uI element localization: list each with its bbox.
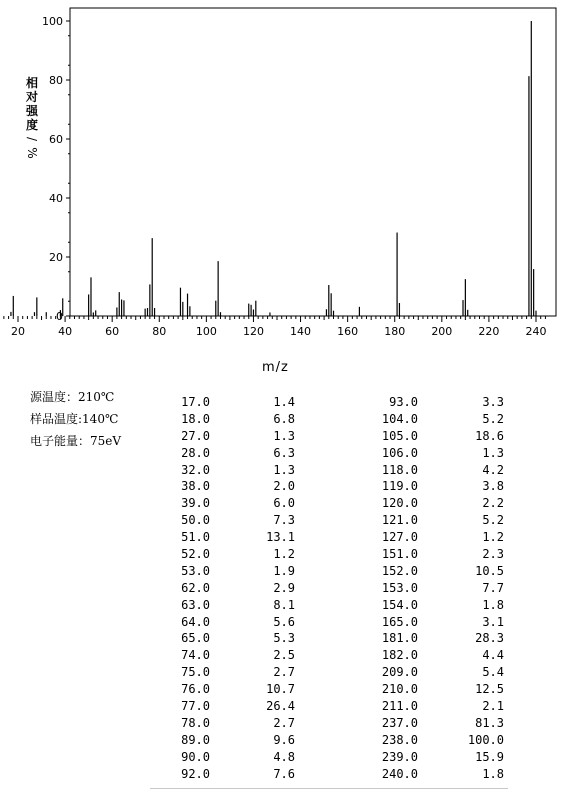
y-axis-label-char: / <box>25 136 39 142</box>
peak-table <box>150 394 535 782</box>
intensity-cell: 15.9 <box>475 749 504 764</box>
mz-cell: 182.0 <box>381 648 418 663</box>
intensity-cell: 1.3 <box>482 445 504 460</box>
y-tick-label: 0 <box>56 310 63 323</box>
mz-cell: 210.0 <box>381 682 418 697</box>
table-row <box>150 749 535 766</box>
table-row <box>150 495 535 512</box>
table-row <box>150 462 535 479</box>
y-axis-label-char: 强 <box>25 104 38 118</box>
x-tick-label: 220 <box>478 325 500 338</box>
mz-cell: 127.0 <box>381 530 418 545</box>
intensity-cell: 3.1 <box>482 614 504 629</box>
intensity-cell: 5.6 <box>273 614 295 629</box>
table-row <box>150 478 535 495</box>
y-axis-label-char: 度 <box>25 118 38 132</box>
x-tick-label: 100 <box>195 325 217 338</box>
electron-energy: 电子能量：75eV <box>30 434 122 448</box>
x-tick-label: 140 <box>290 325 312 338</box>
intensity-cell: 1.3 <box>273 428 295 443</box>
intensity-cell: 10.5 <box>475 563 504 578</box>
y-axis-label-char: % <box>25 147 39 159</box>
intensity-cell: 4.2 <box>482 462 504 477</box>
table-row <box>150 580 535 597</box>
mz-cell: 65.0 <box>181 631 210 646</box>
intensity-cell: 7.7 <box>482 580 504 595</box>
intensity-cell: 6.8 <box>273 411 295 426</box>
mz-cell: 39.0 <box>181 496 210 511</box>
mz-cell: 106.0 <box>381 445 418 460</box>
mz-cell: 32.0 <box>181 462 210 477</box>
intensity-cell: 100.0 <box>467 732 504 747</box>
mz-cell: 92.0 <box>181 766 210 781</box>
mz-cell: 18.0 <box>181 411 210 426</box>
intensity-cell: 1.2 <box>482 530 504 545</box>
intensity-cell: 2.2 <box>482 496 504 511</box>
intensity-cell: 2.7 <box>273 715 295 730</box>
conditions-panel <box>30 386 121 452</box>
mz-cell: 209.0 <box>381 665 418 680</box>
mz-cell: 121.0 <box>381 513 418 528</box>
mz-cell: 27.0 <box>181 428 210 443</box>
intensity-cell: 2.5 <box>273 648 295 663</box>
intensity-cell: 2.0 <box>273 479 295 494</box>
x-tick-label: 40 <box>58 325 73 338</box>
mass-spectrum-chart <box>0 0 570 345</box>
mz-cell: 154.0 <box>381 597 418 612</box>
y-tick-label: 80 <box>49 74 63 87</box>
mz-cell: 76.0 <box>181 682 210 697</box>
mz-cell: 211.0 <box>381 699 418 714</box>
intensity-cell: 7.6 <box>273 766 295 781</box>
table-row <box>150 445 535 462</box>
table-row <box>150 512 535 529</box>
intensity-cell: 1.3 <box>273 462 295 477</box>
intensity-cell: 26.4 <box>266 699 295 714</box>
intensity-cell: 2.1 <box>482 699 504 714</box>
intensity-cell: 6.0 <box>273 496 295 511</box>
intensity-cell: 5.2 <box>482 411 504 426</box>
mz-cell: 165.0 <box>381 614 418 629</box>
mz-cell: 50.0 <box>181 513 210 528</box>
mz-cell: 53.0 <box>181 563 210 578</box>
intensity-cell: 1.8 <box>482 766 504 781</box>
intensity-cell: 2.9 <box>273 580 295 595</box>
intensity-cell: 12.5 <box>475 682 504 697</box>
x-tick-label: 200 <box>431 325 453 338</box>
y-tick-label: 60 <box>49 133 63 146</box>
intensity-cell: 5.2 <box>482 513 504 528</box>
mz-cell: 90.0 <box>181 749 210 764</box>
mz-cell: 238.0 <box>381 732 418 747</box>
intensity-cell: 4.8 <box>273 749 295 764</box>
mz-cell: 74.0 <box>181 648 210 663</box>
y-tick-label: 20 <box>49 251 63 264</box>
intensity-cell: 81.3 <box>475 715 504 730</box>
intensity-cell: 4.4 <box>482 648 504 663</box>
table-row <box>150 664 535 681</box>
mz-cell: 64.0 <box>181 614 210 629</box>
mz-cell: 17.0 <box>181 395 210 409</box>
table-row <box>150 614 535 631</box>
intensity-cell: 13.1 <box>266 530 295 545</box>
y-axis-label <box>24 76 40 160</box>
x-axis-label: m/z <box>262 360 289 375</box>
mz-cell: 153.0 <box>381 580 418 595</box>
table-row <box>150 681 535 698</box>
mz-cell: 38.0 <box>181 479 210 494</box>
x-tick-label: 160 <box>337 325 359 338</box>
table-row <box>150 546 535 563</box>
intensity-cell: 8.1 <box>273 597 295 612</box>
mz-cell: 89.0 <box>181 732 210 747</box>
mz-cell: 152.0 <box>381 563 418 578</box>
mz-cell: 77.0 <box>181 699 210 714</box>
table-row <box>150 428 535 445</box>
mz-cell: 28.0 <box>181 445 210 460</box>
x-tick-label: 80 <box>152 325 167 338</box>
plot-frame <box>70 8 556 316</box>
table-row <box>150 529 535 546</box>
sample-temperature: 样品温度:140℃ <box>30 412 119 426</box>
table-row <box>150 715 535 732</box>
x-tick-label: 60 <box>105 325 120 338</box>
source-temperature: 源温度：210℃ <box>30 390 115 404</box>
x-tick-label: 180 <box>384 325 406 338</box>
table-row <box>150 563 535 580</box>
intensity-cell: 28.3 <box>475 631 504 646</box>
table-row <box>150 647 535 664</box>
intensity-cell: 7.3 <box>273 513 295 528</box>
intensity-cell: 2.3 <box>482 547 504 562</box>
intensity-cell: 1.9 <box>273 563 295 578</box>
mz-cell: 239.0 <box>381 749 418 764</box>
intensity-cell: 1.8 <box>482 597 504 612</box>
mz-cell: 237.0 <box>381 715 418 730</box>
intensity-cell: 9.6 <box>273 732 295 747</box>
mz-cell: 119.0 <box>381 479 418 494</box>
intensity-cell: 5.3 <box>273 631 295 646</box>
y-tick-label: 100 <box>42 15 63 28</box>
intensity-cell: 6.3 <box>273 445 295 460</box>
intensity-cell: 3.3 <box>482 395 504 409</box>
x-tick-label: 240 <box>525 325 547 338</box>
table-row <box>150 630 535 647</box>
table-bottom-divider <box>150 788 508 789</box>
intensity-cell: 3.8 <box>482 479 504 494</box>
intensity-cell: 5.4 <box>482 665 504 680</box>
x-tick-label: 20 <box>11 325 25 338</box>
mz-cell: 51.0 <box>181 530 210 545</box>
mz-cell: 78.0 <box>181 715 210 730</box>
table-row <box>150 394 535 411</box>
x-tick-label: 120 <box>242 325 264 338</box>
table-row <box>150 411 535 428</box>
mz-cell: 52.0 <box>181 547 210 562</box>
y-tick-label: 40 <box>49 192 63 205</box>
intensity-cell: 18.6 <box>475 428 504 443</box>
mz-cell: 75.0 <box>181 665 210 680</box>
y-axis-label-char: 相 <box>25 76 38 90</box>
intensity-cell: 2.7 <box>273 665 295 680</box>
mz-cell: 93.0 <box>389 395 418 409</box>
mz-cell: 120.0 <box>381 496 418 511</box>
mz-cell: 181.0 <box>381 631 418 646</box>
mz-cell: 62.0 <box>181 580 210 595</box>
table-row <box>150 766 535 783</box>
mz-cell: 118.0 <box>381 462 418 477</box>
table-row <box>150 597 535 614</box>
y-axis-label-char: 对 <box>25 90 38 104</box>
table-row <box>150 698 535 715</box>
intensity-cell: 1.2 <box>273 547 295 562</box>
intensity-cell: 1.4 <box>273 395 295 409</box>
mz-cell: 240.0 <box>381 766 418 781</box>
mz-cell: 151.0 <box>381 547 418 562</box>
mz-cell: 104.0 <box>381 411 418 426</box>
table-row <box>150 732 535 749</box>
mz-cell: 105.0 <box>381 428 418 443</box>
intensity-cell: 10.7 <box>266 682 295 697</box>
mz-cell: 63.0 <box>181 597 210 612</box>
